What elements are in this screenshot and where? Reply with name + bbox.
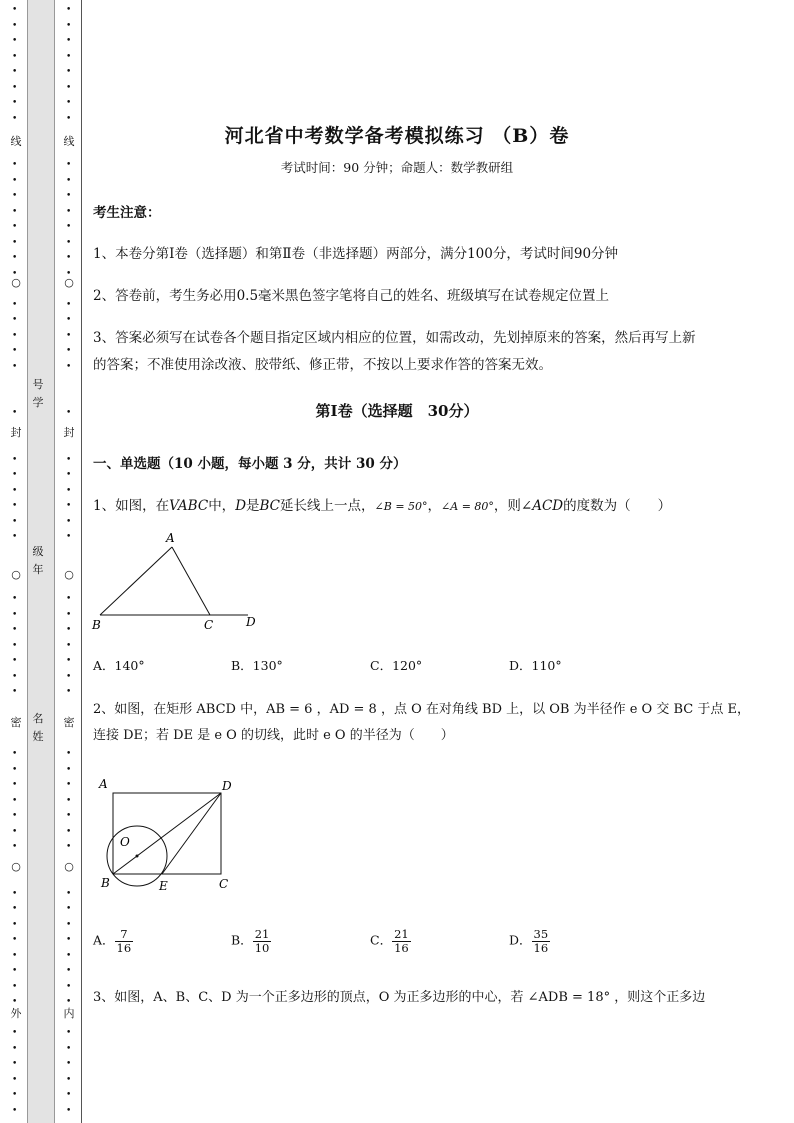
binding-dot: • (66, 36, 72, 46)
outer-seal-char-circle-1: ○ (11, 276, 21, 289)
q1-angle-a: ∠A = 80° (441, 500, 494, 513)
q2-label-d: D (222, 779, 232, 793)
binding-dot: • (12, 609, 18, 620)
binding-dot: • (12, 795, 18, 806)
binding-dot: • (66, 160, 72, 170)
binding-dot: • (66, 811, 72, 821)
binding-dot: • (66, 997, 72, 1007)
field-name: 名姓 (32, 712, 44, 743)
binding-dot: • (66, 454, 72, 465)
binding-dot: • (66, 98, 72, 108)
q1-angle-b: ∠B = 50° (374, 500, 428, 513)
binding-dot: • (12, 749, 18, 759)
q1-sep: ， (427, 498, 442, 514)
binding-dot: • (66, 795, 72, 806)
binding-dot: • (12, 67, 18, 77)
binding-dot: • (66, 299, 72, 310)
q1-label-b: B (92, 618, 101, 632)
q2-label-b: B (101, 876, 110, 890)
binding-dot: • (12, 160, 18, 170)
binding-dot: • (12, 454, 18, 465)
binding-dot: • (66, 764, 72, 775)
binding-dot: • (66, 330, 72, 341)
field-grade: 级年 (32, 545, 44, 576)
binding-dot: • (66, 346, 72, 356)
q1-triangle: VABC (169, 498, 209, 514)
binding-dot: • (66, 919, 72, 930)
binding-dot: • (12, 222, 18, 232)
q1-option-c[interactable]: C．120° (370, 658, 423, 673)
binding-dot: • (66, 1105, 72, 1116)
exam-subtitle: 考试时间：90 分钟；命题人：数学教研组 (280, 160, 514, 175)
binding-dot: • (66, 470, 72, 480)
binding-dot: • (66, 51, 72, 62)
outer-seal-char-seal: 封 (10, 426, 22, 439)
binding-dot: • (12, 51, 18, 62)
binding-dot: • (12, 687, 18, 697)
q2-option-c-label: C． (370, 932, 393, 948)
q2-option-c[interactable] (370, 928, 411, 954)
inner-seal-char-secret: 密 (63, 716, 75, 729)
q2-option-b-numerator: 21 (254, 927, 270, 941)
binding-dot: • (12, 253, 18, 263)
binding-dot: • (66, 82, 72, 93)
binding-dot: • (66, 1074, 72, 1085)
binding-dot: • (12, 1059, 18, 1069)
binding-dot: • (66, 749, 72, 759)
binding-dot: • (12, 1074, 18, 1085)
q2-option-a-denominator: 16 (116, 940, 132, 955)
binding-dot: • (12, 904, 18, 914)
binding-dot: • (12, 935, 18, 945)
q1-option-a[interactable]: A．140° (93, 658, 145, 673)
q1-option-d[interactable]: D．110° (509, 658, 562, 673)
notice-heading: 考生注意： (93, 205, 161, 221)
inner-seal-char-line: 线 (63, 135, 75, 148)
notice-item-3-line-2: 的答案；不准使用涂改液、胶带纸、修正带，不按以上要求作答的答案无效。 (93, 357, 552, 373)
binding-dot: • (66, 671, 72, 682)
q1-side-ac (172, 547, 210, 615)
binding-dot: • (12, 1105, 18, 1116)
section-single-choice: 一、单选题（10 小题，每小题 3 分，共计 30 分） (93, 456, 407, 472)
q1-text-f: 的度数为（ ） (563, 498, 672, 514)
binding-dot: • (66, 950, 72, 961)
binding-dot: • (66, 1059, 72, 1069)
binding-dot: • (12, 1090, 18, 1100)
binding-dot: • (12, 780, 18, 790)
q2-option-c-numerator: 21 (394, 927, 409, 941)
binding-dot: • (12, 82, 18, 93)
binding-dot: • (66, 966, 72, 976)
notice-item-3-line-1: 3、答案必须写在试卷各个题目指定区域内相应的位置，如需改动，先划掉原来的答案，然后再写上新 (93, 330, 696, 346)
inner-seal-char-circle-3: ○ (64, 860, 74, 873)
binding-dot: • (66, 826, 72, 837)
binding-dot: • (12, 5, 18, 15)
q1-option-b[interactable]: B．130° (231, 658, 283, 673)
binding-dot: • (12, 501, 18, 511)
binding-dot: • (66, 1090, 72, 1100)
q1-text-e: ，则 (493, 498, 521, 514)
binding-dot: • (12, 315, 18, 325)
q2-label-o: O (120, 835, 130, 849)
question-1-figure (88, 528, 268, 636)
q1-angle-acd: ∠ACD (520, 498, 564, 514)
binding-dot: • (12, 671, 18, 682)
binding-dot: • (12, 330, 18, 341)
q2-label-e: E (159, 879, 168, 893)
binding-dot: • (66, 191, 72, 201)
binding-dot: • (12, 113, 18, 124)
binding-dot: • (66, 842, 72, 852)
q1-label-a: A (166, 531, 175, 545)
q1-side-ab (100, 547, 172, 615)
q1-label-d: D (246, 615, 256, 629)
binding-dot: • (12, 1043, 18, 1054)
binding-dot: • (12, 98, 18, 108)
binding-dot: • (12, 237, 18, 248)
binding-dot: • (12, 36, 18, 46)
binding-dot: • (66, 67, 72, 77)
binding-dot: • (66, 206, 72, 217)
q2-option-d-denominator: 16 (533, 940, 549, 955)
binding-dot: • (66, 253, 72, 263)
outer-seal-char-line: 线 (10, 135, 22, 148)
q2-option-b-label: B． (231, 932, 253, 948)
q2-option-b-denominator: 10 (254, 940, 270, 955)
binding-dot: • (66, 408, 72, 418)
binding-dot: • (66, 222, 72, 232)
binding-dot: • (66, 780, 72, 790)
q2-option-b[interactable] (231, 928, 271, 954)
binding-dot: • (12, 919, 18, 930)
binding-dot: • (66, 315, 72, 325)
binding-dot: • (66, 361, 72, 372)
binding-dot: • (12, 20, 18, 31)
binding-dot: • (66, 656, 72, 666)
outer-seal-char-circle-3: ○ (11, 860, 21, 873)
binding-dot: • (66, 904, 72, 914)
question-2-line-2: 连接 DE；若 DE 是 e O 的切线，此时 e O 的半径为（ ） (93, 728, 454, 743)
inner-seal-char-seal: 封 (63, 426, 75, 439)
notice-item-1: 1、本卷分第Ⅰ卷（选择题）和第Ⅱ卷（非选择题）两部分，满分100分，考试时间90分钟 (93, 246, 619, 262)
binding-dot: • (66, 609, 72, 620)
binding-dot: • (12, 346, 18, 356)
q2-option-b-fraction (253, 928, 272, 954)
inner-seal-char-inside: 内 (63, 1007, 75, 1020)
binding-dot: • (12, 981, 18, 992)
binding-dot: • (66, 20, 72, 31)
q1-label-c: C (204, 618, 214, 632)
outer-seal-char-circle-2: ○ (11, 568, 21, 581)
q2-option-d-fraction (532, 928, 551, 954)
exam-title: 河北省中考数学备考模拟练习 （B）卷 (224, 125, 570, 147)
binding-dot: • (12, 299, 18, 310)
binding-dot: • (66, 625, 72, 635)
binding-dot: • (66, 594, 72, 604)
binding-dot: • (66, 113, 72, 124)
binding-dot: • (12, 485, 18, 496)
binding-dot: • (12, 764, 18, 775)
q2-option-a-numerator: 7 (115, 928, 134, 942)
binding-dot: • (66, 687, 72, 697)
binding-dot: • (12, 361, 18, 372)
binding-dot: • (12, 811, 18, 821)
binding-dot: • (12, 206, 18, 217)
q2-option-a-fraction (115, 928, 134, 954)
binding-dot: • (66, 268, 72, 279)
q2-label-c: C (219, 877, 229, 891)
question-2-line-1: 2、如图，在矩形 ABCD 中，AB = 6 ，AD = 8 ，点 O 在对角线 BD 上，以 OB 为半径作 e O 交 BC 于点 E， (93, 702, 750, 717)
binding-dot: • (12, 888, 18, 899)
binding-dot: • (12, 826, 18, 837)
field-student-number: 号学 (32, 378, 44, 409)
binding-dot: • (12, 470, 18, 480)
binding-dot: • (12, 594, 18, 604)
inner-seal-char-circle-2: ○ (64, 568, 74, 581)
binding-dot: • (66, 501, 72, 511)
binding-dot: • (66, 532, 72, 542)
binding-dot: • (12, 950, 18, 961)
q2-option-d-numerator: 35 (533, 927, 549, 941)
binding-dot: • (12, 625, 18, 635)
q2-diagonal-bd (113, 793, 221, 874)
binding-dot: • (12, 175, 18, 186)
binding-dot: • (12, 268, 18, 279)
binding-dot: • (12, 842, 18, 852)
binding-dot: • (66, 1028, 72, 1038)
q1-segment-bc: BC (259, 498, 281, 514)
inner-seal-char-circle-1: ○ (64, 276, 74, 289)
binding-dot: • (12, 1028, 18, 1038)
question-2-figure (92, 772, 242, 896)
q1-text-c: 是 (246, 498, 260, 514)
binding-dot: • (66, 640, 72, 651)
binding-dot: • (12, 966, 18, 976)
q2-option-d[interactable] (509, 928, 550, 954)
question-1-stem (93, 494, 671, 514)
q2-option-d-label: D． (509, 932, 532, 948)
q2-option-a[interactable] (93, 928, 133, 954)
outer-seal-char-secret: 密 (10, 716, 22, 729)
binding-dot: • (66, 5, 72, 15)
binding-dot: • (66, 485, 72, 496)
binding-dot: • (66, 888, 72, 899)
binding-dot: • (66, 935, 72, 945)
part-one-title: 第Ⅰ卷（选择题 30分） (315, 402, 479, 420)
q1-text-b: 中， (208, 498, 236, 514)
q2-option-a-label: A． (93, 932, 115, 948)
binding-dot: • (66, 1043, 72, 1054)
q2-option-c-fraction (392, 928, 411, 954)
q1-text-a: 1、如图，在 (93, 498, 170, 514)
binding-dot: • (66, 237, 72, 248)
notice-item-2: 2、答卷前，考生务必用0.5毫米黑色签字笔将自己的姓名、班级填写在试卷规定位置上 (93, 288, 610, 304)
binding-dot: • (66, 175, 72, 186)
binding-dot: • (12, 516, 18, 527)
binding-dot: • (12, 408, 18, 418)
question-3-line-1: 3、如图，A、B、C、D 为一个正多边形的顶点，O 为正多边形的中心，若 ∠ADB = 18° ，则这个正多边 (93, 990, 706, 1005)
binding-dot: • (12, 532, 18, 542)
binding-dot: • (12, 640, 18, 651)
binding-dot: • (66, 981, 72, 992)
outer-seal-char-outside: 外 (10, 1007, 22, 1020)
q2-option-c-denominator: 16 (394, 940, 409, 955)
q2-label-a: A (99, 777, 108, 791)
q1-point-d: D (235, 498, 247, 514)
binding-dot: • (12, 656, 18, 666)
q2-segment-de (162, 793, 221, 874)
q1-text-d: 延长线上一点， (280, 498, 375, 514)
q2-center-o (136, 855, 139, 858)
binding-dot: • (12, 191, 18, 201)
binding-dot: • (66, 516, 72, 527)
binding-dot: • (12, 997, 18, 1007)
